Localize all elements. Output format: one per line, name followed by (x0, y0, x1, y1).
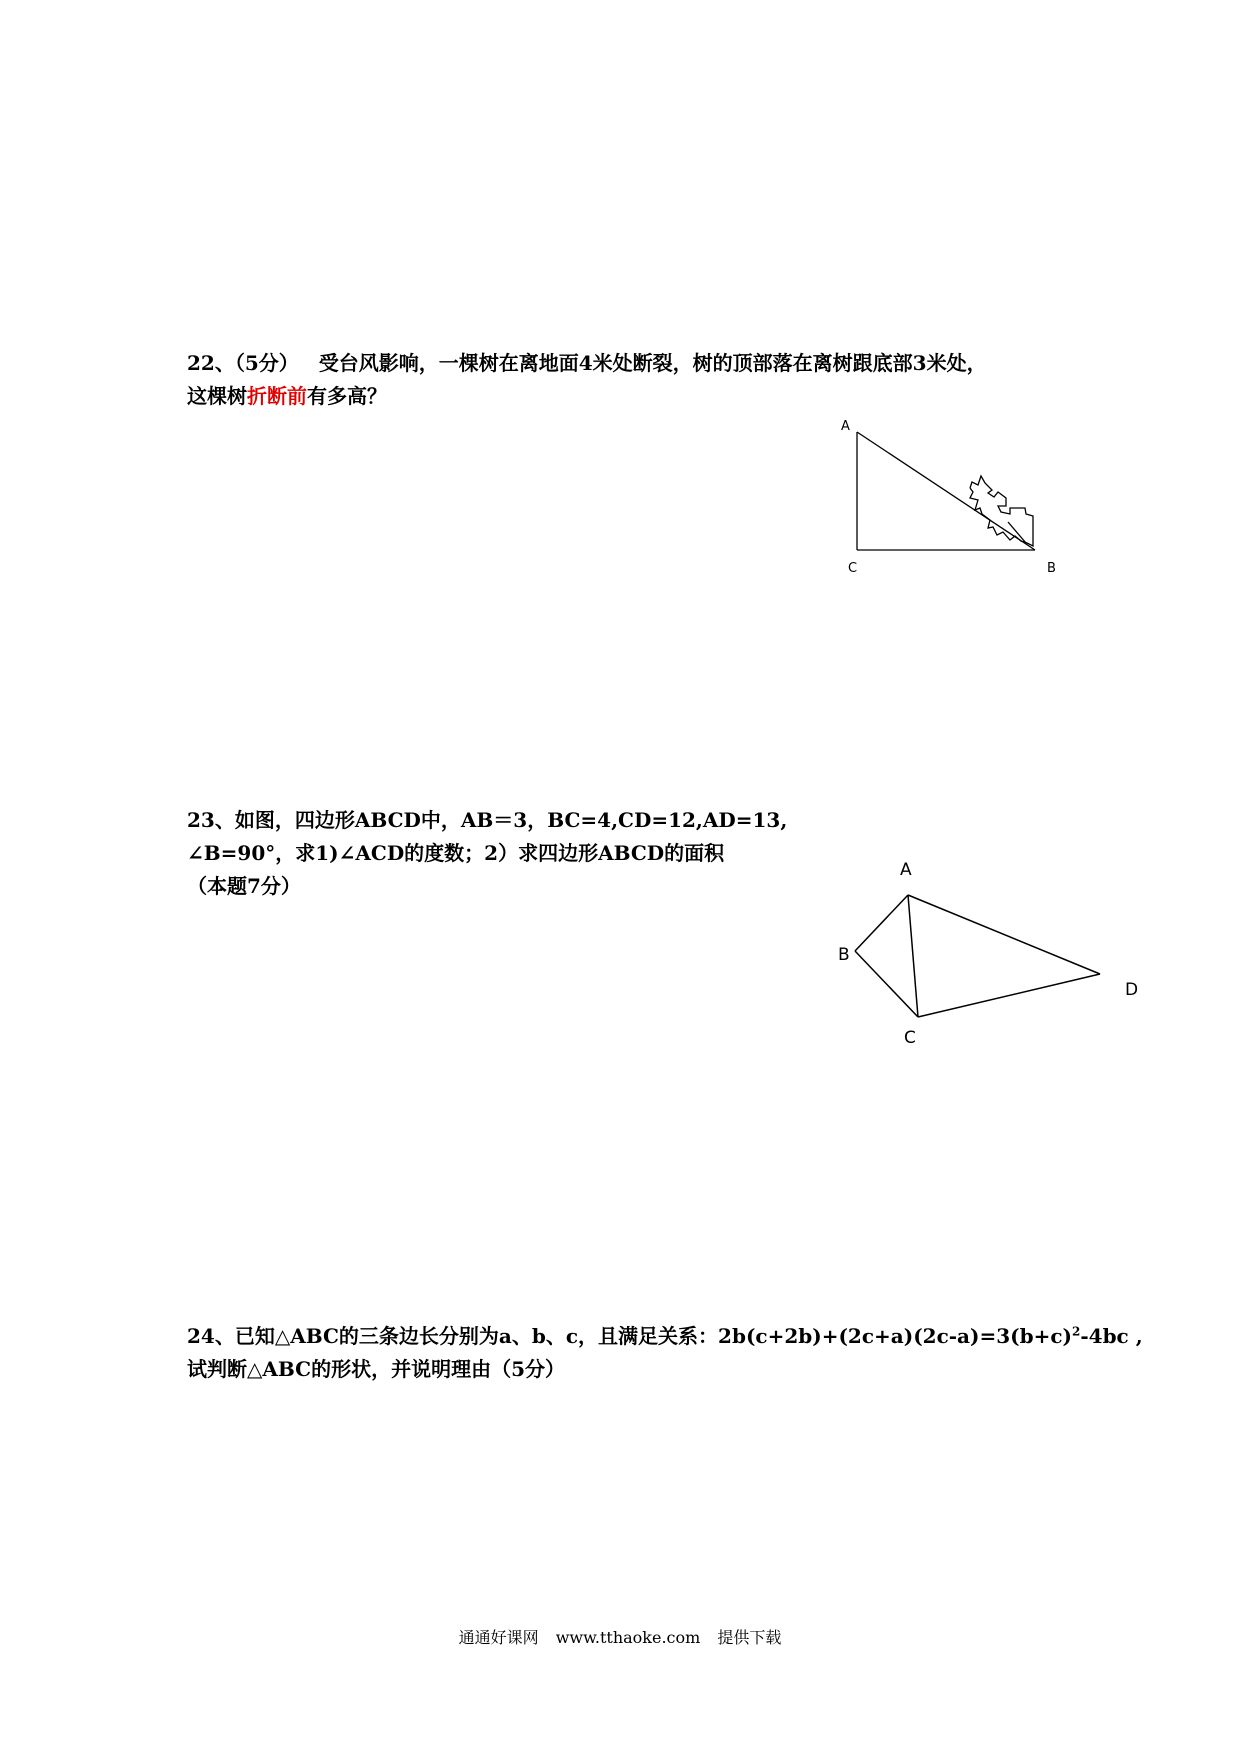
footer-suffix: 提供下载 (717, 1628, 782, 1647)
label-c: C (904, 1028, 916, 1048)
question-24 (187, 1320, 1143, 1386)
question-23-line2: ∠B=90°，求1)∠ACD的度数；2）求四边形ABCD的面积 (187, 841, 725, 865)
segment-ac (908, 895, 918, 1017)
label-a: A (841, 419, 850, 434)
label-b: B (1047, 561, 1056, 576)
label-a: A (900, 860, 912, 880)
question-23-line3: （本题7分） (187, 874, 301, 898)
question-24-line1 (187, 1320, 1143, 1353)
question-24-equation-tail: -4bc , (1080, 1324, 1143, 1348)
question-22-number: 22、（5分） (187, 351, 299, 375)
page-footer (0, 1625, 1240, 1648)
highlight-text: 折断前 (247, 384, 307, 408)
footer-url: www.tthaoke.com (555, 1628, 701, 1647)
question-24-line2: 试判断△ABC的形状，并说明理由（5分） (187, 1357, 566, 1381)
segment-ad (908, 895, 1100, 974)
question-23 (187, 804, 787, 903)
question-22-text-c: 有多高？ (307, 384, 387, 408)
question-23-line1: 23、如图，四边形ABCD中，AB＝3，BC=4,CD=12,AD=13, (187, 808, 788, 832)
broken-tree-top-shape (970, 476, 1033, 546)
exponent: 2 (1072, 1324, 1081, 1339)
question-22-text: 受台风影响，一棵树在离地面4米处断裂，树的顶部落在离树跟底部3米处， (318, 351, 987, 375)
hypotenuse-line (857, 432, 1035, 550)
question-22-line1 (187, 347, 987, 380)
tree-break-figure (820, 400, 1070, 590)
segment-cd (918, 974, 1100, 1017)
footer-site-name: 通通好课网 (458, 1628, 539, 1647)
question-22-text-b: 这棵树 (187, 384, 247, 408)
segment-bc (855, 951, 918, 1017)
label-d: D (1125, 980, 1139, 1000)
label-b: B (838, 945, 850, 965)
segment-ab (855, 895, 908, 951)
question-24-equation: 24、已知△ABC的三条边长分别为a、b、c，且满足关系：2b(c+2b)+(2c+a)(2c-a)=3(b+c) (187, 1324, 1072, 1348)
quadrilateral-figure (820, 845, 1160, 1075)
label-c: C (848, 561, 858, 576)
